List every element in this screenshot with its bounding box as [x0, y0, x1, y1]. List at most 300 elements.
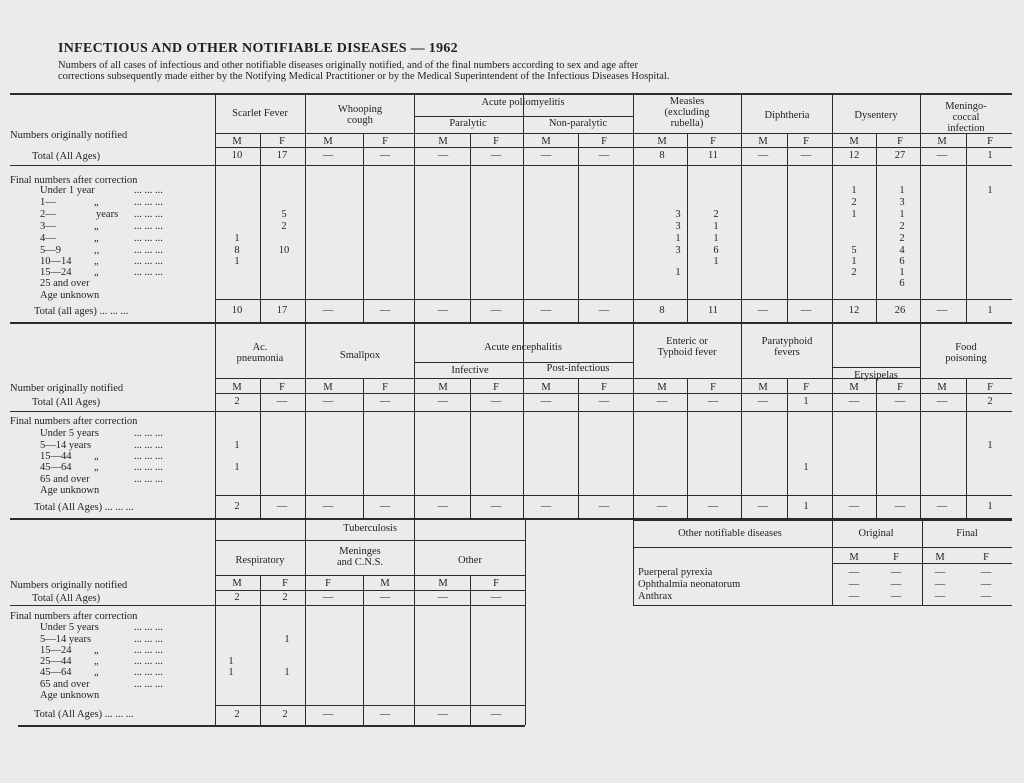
rule-line: [215, 393, 1012, 394]
sex-subheader: M: [438, 578, 448, 589]
data-cell: 1: [899, 209, 905, 220]
column-line: [966, 378, 967, 518]
total-original-cell: 11: [707, 150, 719, 161]
total-final-cell: 10: [231, 305, 243, 316]
header-scarlet-fever: Scarlet Fever: [232, 108, 288, 119]
data-cell: 3: [675, 221, 681, 232]
sex-subheader: F: [987, 382, 993, 393]
total-original-cell: —: [276, 396, 288, 407]
data-cell: —: [890, 567, 902, 578]
total-original-cell: —: [437, 592, 449, 603]
age-band-label: 5—14 years: [40, 634, 92, 645]
rule-line: [215, 495, 1012, 496]
age-band-mark: „: [94, 667, 99, 678]
data-cell: 2: [713, 209, 719, 220]
total-original-cell: 12: [848, 150, 860, 161]
header-diphtheria: Diphtheria: [764, 110, 810, 121]
leader-dots: ... ... ...: [134, 474, 163, 485]
total-final-cell: 8: [659, 305, 665, 316]
total-original-cell: 2: [234, 592, 240, 603]
age-band-label: 15—44: [40, 451, 72, 462]
total-final-cell: 1: [987, 305, 993, 316]
total-final-cell: 1: [987, 501, 993, 512]
column-line: [633, 324, 634, 518]
leader-dots: ... ... ...: [134, 667, 163, 678]
header-post-infectious: Post-infectious: [546, 363, 610, 374]
page-title: INFECTIOUS AND OTHER NOTIFIABLE DISEASES — 1962: [58, 41, 458, 56]
data-cell: 1: [987, 185, 993, 196]
column-line: [305, 324, 306, 518]
data-cell: 1: [851, 185, 857, 196]
data-cell: 1: [851, 256, 857, 267]
total-final-cell: —: [800, 305, 812, 316]
header-paratyphoid: Paratyphoid: [761, 336, 813, 347]
total-final-cell: —: [379, 501, 391, 512]
total-original-cell: —: [379, 396, 391, 407]
column-line: [687, 133, 688, 322]
header-final: Final: [956, 528, 978, 539]
column-line: [687, 378, 688, 518]
disease-label: Anthrax: [638, 591, 673, 602]
data-cell: —: [848, 579, 860, 590]
data-cell: 1: [899, 267, 905, 278]
age-band-mark: „: [94, 221, 99, 232]
column-line: [260, 378, 261, 518]
total-original-cell: 2: [282, 592, 288, 603]
rule-line: [10, 411, 1012, 412]
column-line: [470, 133, 471, 322]
sex-subheader: F: [382, 136, 388, 147]
total-final-cell: —: [322, 305, 334, 316]
total-original-cell: —: [936, 150, 948, 161]
total-final-cell: 2: [282, 709, 288, 720]
data-cell: 8: [234, 245, 240, 256]
age-band-mark: years: [96, 209, 119, 220]
column-line: [920, 95, 921, 322]
column-line: [305, 520, 306, 725]
data-cell: 1: [234, 256, 240, 267]
total-original-cell: 27: [894, 150, 906, 161]
header-meninges-cns: Meninges: [339, 546, 381, 557]
rule-line: [215, 590, 525, 591]
rule-line: [10, 605, 525, 606]
total-original-cell: —: [598, 396, 610, 407]
age-band-mark: ,,: [94, 245, 100, 256]
data-cell: 1: [675, 267, 681, 278]
header-infective: Infective: [451, 365, 489, 376]
total-final-cell: —: [437, 501, 449, 512]
sex-subheader: M: [541, 136, 551, 147]
total-final-cell: 17: [276, 305, 288, 316]
label-total-all-ages: Total (All Ages): [32, 593, 101, 604]
data-cell: —: [980, 591, 992, 602]
leader-dots: ... ... ...: [134, 185, 163, 196]
total-original-cell: —: [490, 396, 502, 407]
data-cell: 1: [228, 667, 234, 678]
age-band-label: Age unknown: [40, 290, 100, 301]
column-line: [363, 575, 364, 725]
leader-dots: ... ... ...: [134, 233, 163, 244]
label-final-numbers: Final numbers after correction: [10, 416, 138, 427]
total-original-cell: —: [437, 150, 449, 161]
column-line: [523, 324, 524, 518]
sex-subheader: F: [493, 578, 499, 589]
age-band-label: 2—: [40, 209, 56, 220]
leader-dots: ... ... ...: [134, 209, 163, 220]
header-respiratory: Respiratory: [235, 555, 285, 566]
total-original-cell: —: [894, 396, 906, 407]
leader-dots: ... ... ...: [134, 679, 163, 690]
column-line: [215, 95, 216, 322]
header-whooping-cough: cough: [347, 115, 373, 126]
data-cell: 6: [899, 256, 905, 267]
age-band-label: 5—9: [40, 245, 61, 256]
total-original-cell: —: [757, 150, 769, 161]
column-line: [260, 575, 261, 725]
data-cell: 5: [281, 209, 287, 220]
data-cell: 1: [713, 233, 719, 244]
rule-line: [215, 575, 525, 576]
leader-dots: ... ... ...: [134, 634, 163, 645]
sex-subheader: F: [382, 382, 388, 393]
rule-line: [633, 547, 1012, 548]
subtitle-line-2: corrections subsequently made either by the Notifying Medical Practitioner or by the Medical Superintendent of the Infectious Diseases Hospital.: [58, 71, 670, 82]
column-line: [215, 324, 216, 518]
header-erysipelas: Erysipelas: [854, 370, 898, 381]
total-original-cell: 2: [987, 396, 993, 407]
data-cell: 2: [899, 233, 905, 244]
total-original-cell: —: [936, 396, 948, 407]
sex-subheader: M: [937, 382, 947, 393]
age-band-mark: „: [94, 197, 99, 208]
total-final-cell: —: [894, 501, 906, 512]
label-total-final: Total (All Ages) ... ... ...: [34, 709, 134, 720]
total-final-cell: —: [936, 501, 948, 512]
age-band-label: 5—14 years: [40, 440, 92, 451]
column-line: [832, 520, 833, 605]
age-band-label: 65 and over: [40, 474, 90, 485]
data-cell: 6: [713, 245, 719, 256]
header-other-notifiable: Other notifiable diseases: [678, 528, 782, 539]
total-final-cell: —: [656, 501, 668, 512]
header-acute-poliomyelitis: Acute poliomyelitis: [481, 97, 565, 108]
sex-subheader: F: [897, 382, 903, 393]
total-original-cell: —: [540, 396, 552, 407]
sex-subheader: M: [935, 552, 945, 563]
header-ac-pneumonia: pneumonia: [236, 353, 284, 364]
sex-subheader: F: [710, 136, 716, 147]
label-total-final: Total (All Ages) ... ... ...: [34, 502, 134, 513]
age-band-mark: „: [94, 462, 99, 473]
column-line: [741, 95, 742, 322]
column-line: [876, 378, 877, 518]
age-band-label: 3—: [40, 221, 56, 232]
label-final-numbers: Final numbers after correction: [10, 611, 138, 622]
total-final-cell: —: [936, 305, 948, 316]
disease-label: Puerperal pyrexia: [638, 567, 713, 578]
sex-subheader: F: [897, 136, 903, 147]
data-cell: 6: [899, 278, 905, 289]
column-line: [876, 133, 877, 322]
rule-line: [633, 605, 1012, 606]
total-final-cell: —: [490, 709, 502, 720]
data-cell: 1: [987, 440, 993, 451]
sex-subheader: M: [657, 382, 667, 393]
column-line: [787, 133, 788, 322]
total-final-cell: —: [490, 305, 502, 316]
header-meningococcal: Meningo-: [945, 101, 987, 112]
data-cell: 1: [284, 634, 290, 645]
data-cell: 1: [713, 256, 719, 267]
total-original-cell: —: [757, 396, 769, 407]
column-line: [215, 520, 216, 725]
data-cell: —: [848, 591, 860, 602]
header-paratyphoid: fevers: [774, 347, 800, 358]
rule-line: [10, 322, 1012, 324]
total-original-cell: —: [322, 396, 334, 407]
leader-dots: ... ... ...: [134, 428, 163, 439]
label-total-all-ages: Total (All Ages): [32, 151, 101, 162]
total-original-cell: —: [322, 592, 334, 603]
rule-line: [10, 165, 1012, 166]
total-original-cell: —: [540, 150, 552, 161]
sex-subheader: F: [987, 136, 993, 147]
leader-dots: ... ... ...: [134, 197, 163, 208]
leader-dots: ... ... ...: [134, 440, 163, 451]
total-final-cell: —: [322, 709, 334, 720]
data-cell: 1: [234, 462, 240, 473]
age-band-label: 45—64: [40, 462, 72, 473]
total-final-cell: —: [490, 501, 502, 512]
sex-subheader: F: [803, 136, 809, 147]
total-final-cell: 12: [848, 305, 860, 316]
column-line: [414, 95, 415, 322]
total-final-cell: —: [379, 305, 391, 316]
header-ac-pneumonia: Ac.: [252, 342, 268, 353]
total-final-cell: —: [437, 709, 449, 720]
sex-subheader: M: [937, 136, 947, 147]
total-final-cell: —: [757, 501, 769, 512]
data-cell: —: [890, 579, 902, 590]
total-final-cell: —: [379, 709, 391, 720]
age-band-mark: „: [94, 267, 99, 278]
disease-label: Ophthalmia neonatorum: [638, 579, 741, 590]
sex-subheader: M: [657, 136, 667, 147]
rule-line: [215, 147, 1012, 148]
column-line: [832, 324, 833, 518]
age-band-label: Age unknown: [40, 690, 100, 701]
leader-dots: ... ... ...: [134, 645, 163, 656]
data-cell: 1: [713, 221, 719, 232]
total-original-cell: 8: [659, 150, 665, 161]
data-cell: 3: [675, 245, 681, 256]
column-line: [578, 133, 579, 322]
header-whooping-cough: Whooping: [337, 104, 383, 115]
column-line: [470, 378, 471, 518]
sex-subheader: F: [710, 382, 716, 393]
header-food-poisoning: Food: [955, 342, 977, 353]
column-line: [260, 133, 261, 322]
age-band-mark: „: [94, 451, 99, 462]
age-band-label: 45—64: [40, 667, 72, 678]
total-final-cell: 26: [894, 305, 906, 316]
data-cell: —: [934, 591, 946, 602]
sex-subheader: F: [282, 578, 288, 589]
total-final-cell: —: [540, 501, 552, 512]
data-cell: 3: [675, 209, 681, 220]
total-final-cell: 1: [803, 501, 809, 512]
sex-subheader: M: [541, 382, 551, 393]
data-cell: 1: [234, 440, 240, 451]
rule-line: [10, 93, 1012, 95]
header-meninges-cns: and C.N.S.: [336, 557, 384, 568]
total-final-cell: —: [276, 501, 288, 512]
total-original-cell: —: [848, 396, 860, 407]
age-band-mark: „: [94, 656, 99, 667]
age-band-label: Under 1 year: [40, 185, 95, 196]
sex-subheader: F: [493, 136, 499, 147]
column-line: [578, 378, 579, 518]
sex-subheader: M: [323, 382, 333, 393]
age-band-label: Under 5 years: [40, 622, 99, 633]
age-band-label: 1—: [40, 197, 56, 208]
header-paralytic: Paralytic: [449, 118, 487, 129]
label-originally-notified: Numbers originally notified: [10, 580, 128, 591]
data-cell: 10: [278, 245, 290, 256]
header-enteric-typhoid: Enteric or: [666, 336, 708, 347]
sex-subheader: M: [849, 136, 859, 147]
column-line: [832, 95, 833, 322]
column-line: [363, 133, 364, 322]
rule-line: [215, 133, 1012, 134]
leader-dots: ... ... ...: [134, 221, 163, 232]
age-band-label: 15—24: [40, 645, 72, 656]
sex-subheader: F: [803, 382, 809, 393]
leader-dots: ... ... ...: [134, 622, 163, 633]
sex-subheader: F: [279, 136, 285, 147]
header-tb-other: Other: [458, 555, 482, 566]
total-final-cell: —: [598, 501, 610, 512]
total-original-cell: 1: [803, 396, 809, 407]
data-cell: 1: [899, 185, 905, 196]
age-band-mark: „: [94, 645, 99, 656]
total-original-cell: —: [437, 396, 449, 407]
data-cell: 4: [899, 245, 905, 256]
total-original-cell: —: [379, 592, 391, 603]
total-final-cell: 11: [707, 305, 719, 316]
header-measles: (excluding: [664, 107, 710, 118]
label-final-numbers: Final numbers after correction: [10, 175, 138, 186]
header-enteric-typhoid: Typhoid fever: [657, 347, 717, 358]
sex-subheader: M: [232, 382, 242, 393]
header-meningococcal: infection: [947, 123, 985, 134]
header-non-paralytic: Non-paralytic: [548, 118, 608, 129]
label-total-all-ages: Total (All Ages): [32, 397, 101, 408]
header-smallpox: Smallpox: [339, 350, 381, 361]
sex-subheader: M: [438, 382, 448, 393]
rule-line: [633, 520, 1012, 521]
column-line: [966, 133, 967, 322]
column-line: [787, 378, 788, 518]
total-final-cell: —: [322, 501, 334, 512]
sex-subheader: M: [849, 552, 859, 563]
data-cell: —: [934, 579, 946, 590]
sex-subheader: M: [232, 578, 242, 589]
data-cell: 1: [851, 209, 857, 220]
age-band-label: 15—24: [40, 267, 72, 278]
total-original-cell: —: [656, 396, 668, 407]
age-band-mark: „: [94, 256, 99, 267]
sex-subheader: M: [758, 382, 768, 393]
total-original-cell: 10: [231, 150, 243, 161]
leader-dots: ... ... ...: [134, 656, 163, 667]
data-cell: 2: [899, 221, 905, 232]
data-cell: —: [980, 579, 992, 590]
total-original-cell: 1: [987, 150, 993, 161]
total-original-cell: 17: [276, 150, 288, 161]
sex-subheader: F: [279, 382, 285, 393]
leader-dots: ... ... ...: [134, 267, 163, 278]
rule-line: [215, 299, 1012, 300]
data-cell: 1: [675, 233, 681, 244]
age-band-label: Under 5 years: [40, 428, 99, 439]
sex-subheader: M: [438, 136, 448, 147]
label-originally-notified: Numbers originally notified: [10, 130, 128, 141]
age-band-mark: „: [94, 233, 99, 244]
data-cell: —: [980, 567, 992, 578]
data-cell: 3: [899, 197, 905, 208]
total-original-cell: —: [490, 592, 502, 603]
total-final-cell: 2: [234, 501, 240, 512]
sex-subheader: M: [380, 578, 390, 589]
age-band-label: 65 and over: [40, 679, 90, 690]
total-final-cell: —: [540, 305, 552, 316]
label-originally-notified: Number originally notified: [10, 383, 124, 394]
sex-subheader: M: [232, 136, 242, 147]
column-line: [470, 575, 471, 725]
sex-subheader: F: [493, 382, 499, 393]
total-final-cell: 2: [234, 709, 240, 720]
column-line: [414, 324, 415, 518]
leader-dots: ... ... ...: [134, 245, 163, 256]
age-band-label: Age unknown: [40, 485, 100, 496]
data-cell: 2: [281, 221, 287, 232]
column-line: [305, 95, 306, 322]
age-band-label: 25—44: [40, 656, 72, 667]
sex-subheader: M: [849, 382, 859, 393]
data-cell: 2: [851, 197, 857, 208]
column-line: [525, 520, 526, 725]
age-band-label: 25 and over: [40, 278, 90, 289]
header-dysentery: Dysentery: [854, 110, 898, 121]
total-original-cell: —: [322, 150, 334, 161]
header-food-poisoning: poisoning: [945, 353, 987, 364]
header-acute-encephalitis: Acute encephalitis: [484, 342, 562, 353]
column-line: [633, 95, 634, 322]
header-measles: Measles: [669, 96, 705, 107]
data-cell: 2: [851, 267, 857, 278]
column-line: [363, 378, 364, 518]
total-final-cell: —: [598, 305, 610, 316]
header-original: Original: [858, 528, 894, 539]
rule-line: [18, 725, 525, 727]
total-final-cell: —: [848, 501, 860, 512]
total-final-cell: —: [757, 305, 769, 316]
sex-subheader: F: [893, 552, 899, 563]
column-line: [523, 95, 524, 322]
leader-dots: ... ... ...: [134, 451, 163, 462]
total-original-cell: —: [490, 150, 502, 161]
